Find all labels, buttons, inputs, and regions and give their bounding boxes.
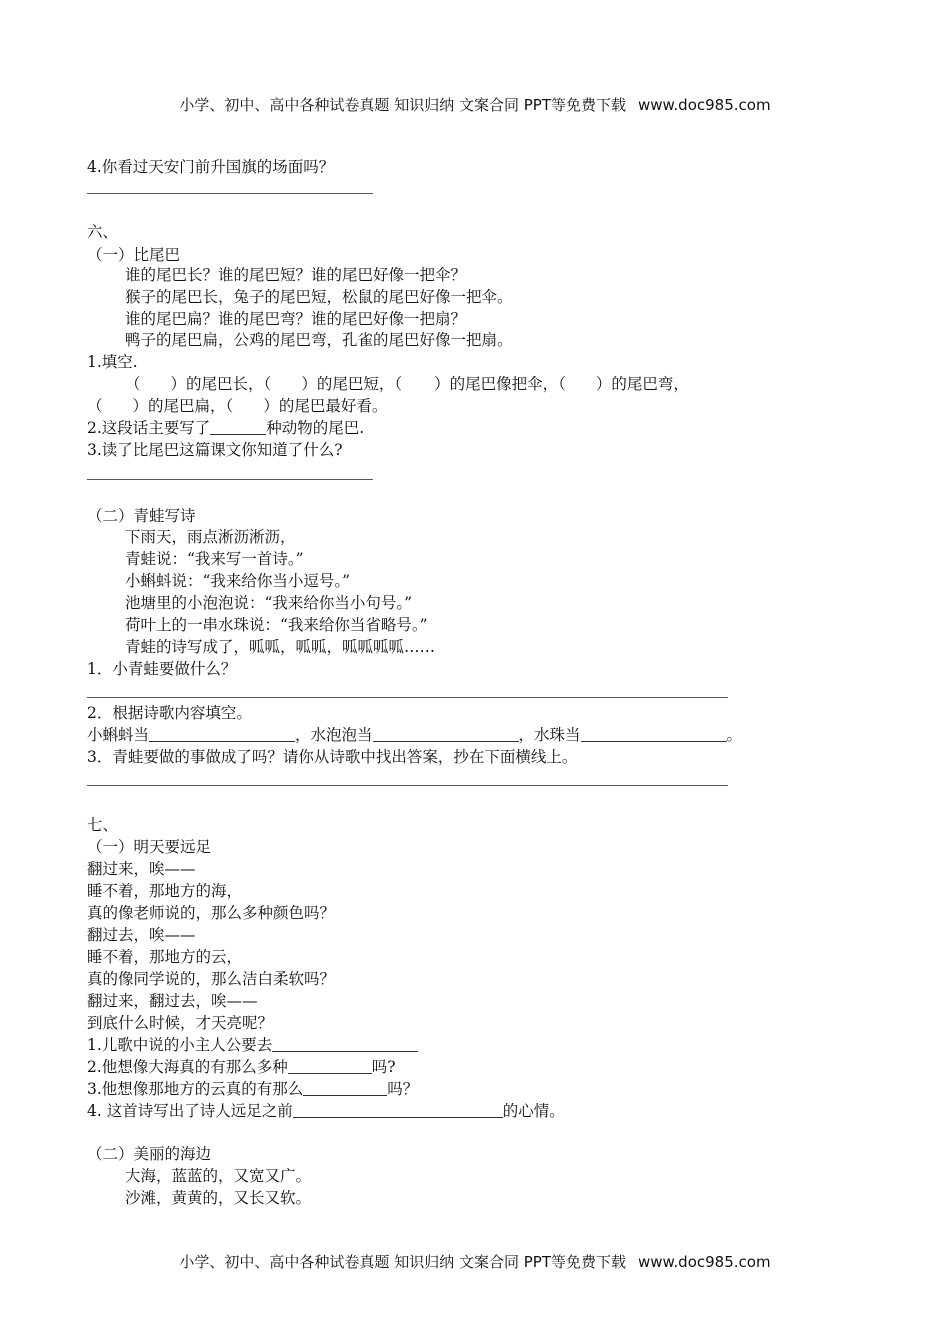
answer-line[interactable] bbox=[87, 479, 373, 480]
fill-in-row-1: （ ）的尾巴长，（ ）的尾巴短，（ ）的尾巴像把伞，（ ）的尾巴弯， bbox=[125, 375, 689, 393]
s6-question-1: 1.填空. bbox=[87, 353, 138, 371]
header-text: 小学、初中、高中各种试卷真题 知识归纳 文案合同 PPT等免费下载 bbox=[179, 96, 626, 114]
blank[interactable] bbox=[373, 727, 519, 742]
s5-question-4: 4.你看过天安门前升国旗的场面吗？ bbox=[87, 158, 335, 176]
s6-p2-fill-row: 小蝌蚪当 ，水泡泡当 ，水珠当 。 bbox=[87, 726, 743, 744]
s6-part2-title: （二）青蛙写诗 bbox=[87, 507, 196, 525]
poem-line: 翻过来，唉—— bbox=[87, 860, 196, 878]
blank[interactable] bbox=[149, 727, 295, 742]
passage-line: 猴子的尾巴长，兔子的尾巴短，松鼠的尾巴好像一把伞。 bbox=[125, 288, 513, 306]
passage-line: 谁的尾巴扁？谁的尾巴弯？谁的尾巴好像一把扇？ bbox=[125, 310, 467, 328]
passage-line: 大海，蓝蓝的，又宽又广。 bbox=[125, 1167, 312, 1185]
s6-p2-question-2: 2．根据诗歌内容填空。 bbox=[87, 704, 252, 722]
s6-p2-question-3: 3．青蛙要做的事做成了吗？请你从诗歌中找出答案，抄在下面横线上。 bbox=[87, 748, 578, 766]
s7-question-2: 2.他想像大海真的有那么多种 吗? bbox=[87, 1058, 396, 1076]
blank[interactable] bbox=[210, 420, 266, 435]
poem-line: 真的像老师说的，那么多种颜色吗？ bbox=[87, 904, 336, 922]
poem-line: 到底什么时候，才天亮呢？ bbox=[87, 1014, 274, 1032]
blank[interactable] bbox=[288, 1059, 372, 1074]
header-url[interactable]: www.doc985.com bbox=[637, 96, 771, 114]
poem-line: 荷叶上的一串水珠说：“我来给你当省略号。” bbox=[125, 616, 428, 634]
blank[interactable] bbox=[272, 1037, 418, 1052]
s6-question-2: 2.这段话主要写了 种动物的尾巴. bbox=[87, 419, 365, 437]
poem-line: 翻过来，翻过去，唉—— bbox=[87, 992, 258, 1010]
poem-line: 下雨天，雨点淅沥淅沥， bbox=[125, 528, 296, 546]
passage-line: 鸭子的尾巴扁，公鸡的尾巴弯，孔雀的尾巴好像一把扇。 bbox=[125, 331, 513, 349]
s7-part2-title: （二）美丽的海边 bbox=[87, 1145, 212, 1163]
poem-line: 池塘里的小泡泡说：“我来给你当小句号。” bbox=[125, 594, 413, 612]
poem-line: 翻过去，唉—— bbox=[87, 926, 196, 944]
s7-question-1: 1.儿歌中说的小主人公要去 bbox=[87, 1035, 418, 1055]
s6-p2-question-1: 1．小青蛙要做什么？ bbox=[87, 660, 237, 678]
answer-line[interactable] bbox=[87, 785, 728, 786]
section-6-title: 六、 bbox=[87, 223, 119, 241]
s7-question-3: 3.他想像那地方的云真的有那么 吗？ bbox=[87, 1080, 419, 1098]
answer-line[interactable] bbox=[87, 697, 728, 698]
page-header bbox=[0, 94, 950, 115]
s6-part1-title: （一）比尾巴 bbox=[87, 246, 181, 264]
footer-url[interactable]: www.doc985.com bbox=[637, 1253, 771, 1271]
s7-question-4: 4. 这首诗写出了诗人远足之前 的心情。 bbox=[87, 1102, 565, 1120]
page-footer bbox=[0, 1251, 950, 1272]
fill-in-row-2: （ ）的尾巴扁，（ ）的尾巴最好看。 bbox=[87, 397, 388, 415]
s7-part1-title: （一）明天要远足 bbox=[87, 838, 212, 856]
blank[interactable] bbox=[293, 1103, 503, 1118]
passage-line: 沙滩，黄黄的，又长又软。 bbox=[125, 1189, 312, 1207]
poem-line: 真的像同学说的，那么洁白柔软吗？ bbox=[87, 970, 336, 988]
answer-line[interactable] bbox=[87, 193, 373, 194]
footer-text: 小学、初中、高中各种试卷真题 知识归纳 文案合同 PPT等免费下载 bbox=[179, 1253, 626, 1271]
blank[interactable] bbox=[303, 1081, 387, 1096]
blank[interactable] bbox=[581, 727, 727, 742]
poem-line: 小蝌蚪说：“我来给你当小逗号。” bbox=[125, 572, 351, 590]
poem-line: 青蛙的诗写成了，呱呱，呱呱，呱呱呱呱…… bbox=[125, 638, 436, 656]
poem-line: 睡不着，那地方的海， bbox=[87, 882, 243, 900]
passage-line: 谁的尾巴长？谁的尾巴短？谁的尾巴好像一把伞？ bbox=[125, 266, 467, 284]
s6-question-3: 3.读了比尾巴这篇课文你知道了什么? bbox=[87, 441, 343, 459]
poem-line: 睡不着，那地方的云， bbox=[87, 948, 243, 966]
section-7-title: 七、 bbox=[87, 816, 119, 834]
poem-line: 青蛙说：“我来写一首诗。” bbox=[125, 550, 304, 568]
